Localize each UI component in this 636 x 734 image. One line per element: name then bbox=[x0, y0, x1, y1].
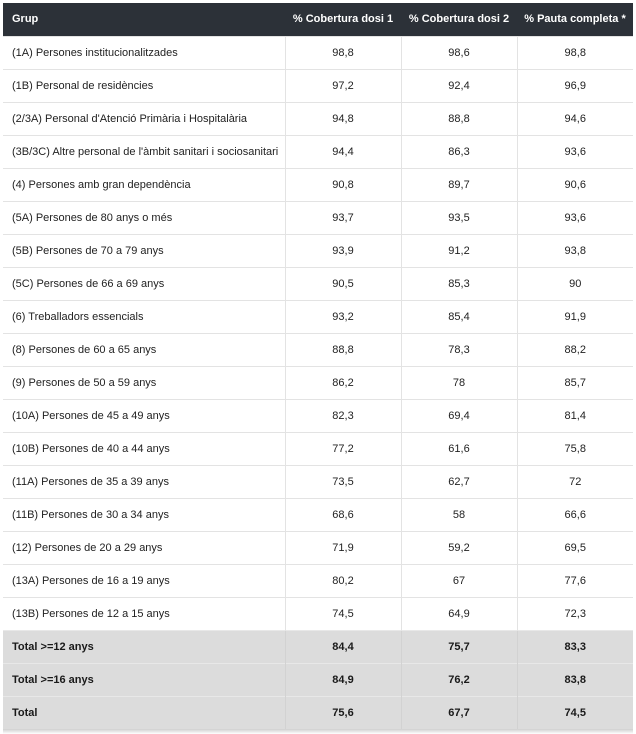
cell-dose1-coverage: 88,8 bbox=[285, 333, 401, 366]
cell-group: Total >=16 anys bbox=[3, 663, 285, 696]
table-row bbox=[3, 300, 633, 333]
table-header bbox=[3, 3, 633, 36]
cell-group: (13A) Persones de 16 a 19 anys bbox=[3, 564, 285, 597]
cell-group: (5C) Persones de 66 a 69 anys bbox=[3, 267, 285, 300]
cell-dose2-coverage: 62,7 bbox=[401, 465, 517, 498]
cell-dose2-coverage: 61,6 bbox=[401, 432, 517, 465]
vaccination-coverage-table bbox=[3, 3, 633, 729]
cell-group: (9) Persones de 50 a 59 anys bbox=[3, 366, 285, 399]
cell-dose1-coverage: 71,9 bbox=[285, 531, 401, 564]
cell-complete-schedule: 94,6 bbox=[517, 102, 633, 135]
cell-group: Total >=12 anys bbox=[3, 630, 285, 663]
cell-dose2-coverage: 91,2 bbox=[401, 234, 517, 267]
cell-dose1-coverage: 93,7 bbox=[285, 201, 401, 234]
cell-complete-schedule: 77,6 bbox=[517, 564, 633, 597]
cell-group: (11B) Persones de 30 a 34 anys bbox=[3, 498, 285, 531]
cell-dose1-coverage: 84,4 bbox=[285, 630, 401, 663]
cell-dose2-coverage: 58 bbox=[401, 498, 517, 531]
cell-dose2-coverage: 75,7 bbox=[401, 630, 517, 663]
cell-dose2-coverage: 93,5 bbox=[401, 201, 517, 234]
cell-group: (10B) Persones de 40 a 44 anys bbox=[3, 432, 285, 465]
cell-dose1-coverage: 86,2 bbox=[285, 366, 401, 399]
cell-group: (10A) Persones de 45 a 49 anys bbox=[3, 399, 285, 432]
table-row bbox=[3, 267, 633, 300]
cell-group: (3B/3C) Altre personal de l'àmbit sanitari i sociosanitari bbox=[3, 135, 285, 168]
table-row bbox=[3, 234, 633, 267]
cell-complete-schedule: 72 bbox=[517, 465, 633, 498]
cell-dose1-coverage: 84,9 bbox=[285, 663, 401, 696]
cell-dose2-coverage: 86,3 bbox=[401, 135, 517, 168]
table-row bbox=[3, 432, 633, 465]
cell-group: (2/3A) Personal d'Atenció Primària i Hospitalària bbox=[3, 102, 285, 135]
header-group[interactable]: Grup bbox=[12, 13, 39, 26]
cell-dose1-coverage: 93,2 bbox=[285, 300, 401, 333]
cell-dose2-coverage: 98,6 bbox=[401, 36, 517, 69]
cell-complete-schedule: 75,8 bbox=[517, 432, 633, 465]
cell-group: Total bbox=[3, 696, 285, 729]
cell-dose1-coverage: 90,8 bbox=[285, 168, 401, 201]
cell-complete-schedule: 90 bbox=[517, 267, 633, 300]
header-complete-schedule[interactable]: % Pauta completa * bbox=[524, 13, 626, 26]
header-row bbox=[3, 3, 633, 36]
cell-complete-schedule: 74,5 bbox=[517, 696, 633, 729]
total-row bbox=[3, 630, 633, 663]
cell-dose1-coverage: 94,4 bbox=[285, 135, 401, 168]
table-row bbox=[3, 333, 633, 366]
cell-complete-schedule: 91,9 bbox=[517, 300, 633, 333]
cell-dose2-coverage: 67,7 bbox=[401, 696, 517, 729]
cell-dose1-coverage: 77,2 bbox=[285, 432, 401, 465]
cell-group: (12) Persones de 20 a 29 anys bbox=[3, 531, 285, 564]
cell-group: (5B) Persones de 70 a 79 anys bbox=[3, 234, 285, 267]
cell-group: (4) Persones amb gran dependència bbox=[3, 168, 285, 201]
cell-complete-schedule: 93,8 bbox=[517, 234, 633, 267]
cell-dose2-coverage: 64,9 bbox=[401, 597, 517, 630]
cell-complete-schedule: 98,8 bbox=[517, 36, 633, 69]
cell-dose1-coverage: 93,9 bbox=[285, 234, 401, 267]
table-row bbox=[3, 366, 633, 399]
cell-dose2-coverage: 88,8 bbox=[401, 102, 517, 135]
cell-dose2-coverage: 69,4 bbox=[401, 399, 517, 432]
cell-complete-schedule: 93,6 bbox=[517, 135, 633, 168]
table-row bbox=[3, 597, 633, 630]
cell-dose1-coverage: 82,3 bbox=[285, 399, 401, 432]
table-row bbox=[3, 36, 633, 69]
cell-group: (13B) Persones de 12 a 15 anys bbox=[3, 597, 285, 630]
cell-dose2-coverage: 78,3 bbox=[401, 333, 517, 366]
cell-complete-schedule: 93,6 bbox=[517, 201, 633, 234]
cell-dose2-coverage: 78 bbox=[401, 366, 517, 399]
table-row bbox=[3, 498, 633, 531]
cell-dose2-coverage: 59,2 bbox=[401, 531, 517, 564]
cell-dose1-coverage: 90,5 bbox=[285, 267, 401, 300]
cell-dose2-coverage: 85,3 bbox=[401, 267, 517, 300]
cell-dose2-coverage: 85,4 bbox=[401, 300, 517, 333]
table-row bbox=[3, 201, 633, 234]
cell-dose2-coverage: 67 bbox=[401, 564, 517, 597]
total-row bbox=[3, 663, 633, 696]
cell-complete-schedule: 69,5 bbox=[517, 531, 633, 564]
cell-group: (6) Treballadors essencials bbox=[3, 300, 285, 333]
cell-dose1-coverage: 97,2 bbox=[285, 69, 401, 102]
cell-dose2-coverage: 92,4 bbox=[401, 69, 517, 102]
table-body bbox=[3, 36, 633, 729]
cell-dose1-coverage: 74,5 bbox=[285, 597, 401, 630]
cell-complete-schedule: 90,6 bbox=[517, 168, 633, 201]
header-dose1-coverage[interactable]: % Cobertura dosi 1 bbox=[292, 13, 394, 26]
header-dose2-coverage[interactable]: % Cobertura dosi 2 bbox=[408, 13, 510, 26]
vaccination-coverage-table-container bbox=[3, 3, 633, 734]
cell-complete-schedule: 85,7 bbox=[517, 366, 633, 399]
cell-complete-schedule: 81,4 bbox=[517, 399, 633, 432]
cell-complete-schedule: 66,6 bbox=[517, 498, 633, 531]
cell-dose1-coverage: 94,8 bbox=[285, 102, 401, 135]
cell-group: (1A) Persones institucionalitzades bbox=[3, 36, 285, 69]
cell-dose1-coverage: 73,5 bbox=[285, 465, 401, 498]
cell-dose2-coverage: 89,7 bbox=[401, 168, 517, 201]
cell-complete-schedule: 88,2 bbox=[517, 333, 633, 366]
cell-complete-schedule: 72,3 bbox=[517, 597, 633, 630]
cell-complete-schedule: 83,3 bbox=[517, 630, 633, 663]
cell-dose1-coverage: 68,6 bbox=[285, 498, 401, 531]
cell-dose1-coverage: 75,6 bbox=[285, 696, 401, 729]
cell-group: (11A) Persones de 35 a 39 anys bbox=[3, 465, 285, 498]
cell-group: (5A) Persones de 80 anys o més bbox=[3, 201, 285, 234]
cell-group: (1B) Personal de residències bbox=[3, 69, 285, 102]
table-row bbox=[3, 564, 633, 597]
cell-group: (8) Persones de 60 a 65 anys bbox=[3, 333, 285, 366]
table-row bbox=[3, 102, 633, 135]
table-row bbox=[3, 531, 633, 564]
table-row bbox=[3, 69, 633, 102]
cell-dose1-coverage: 80,2 bbox=[285, 564, 401, 597]
table-row bbox=[3, 168, 633, 201]
table-row bbox=[3, 465, 633, 498]
cell-dose1-coverage: 98,8 bbox=[285, 36, 401, 69]
table-row bbox=[3, 135, 633, 168]
cell-complete-schedule: 96,9 bbox=[517, 69, 633, 102]
total-row bbox=[3, 696, 633, 729]
cell-complete-schedule: 83,8 bbox=[517, 663, 633, 696]
cell-dose2-coverage: 76,2 bbox=[401, 663, 517, 696]
table-row bbox=[3, 399, 633, 432]
